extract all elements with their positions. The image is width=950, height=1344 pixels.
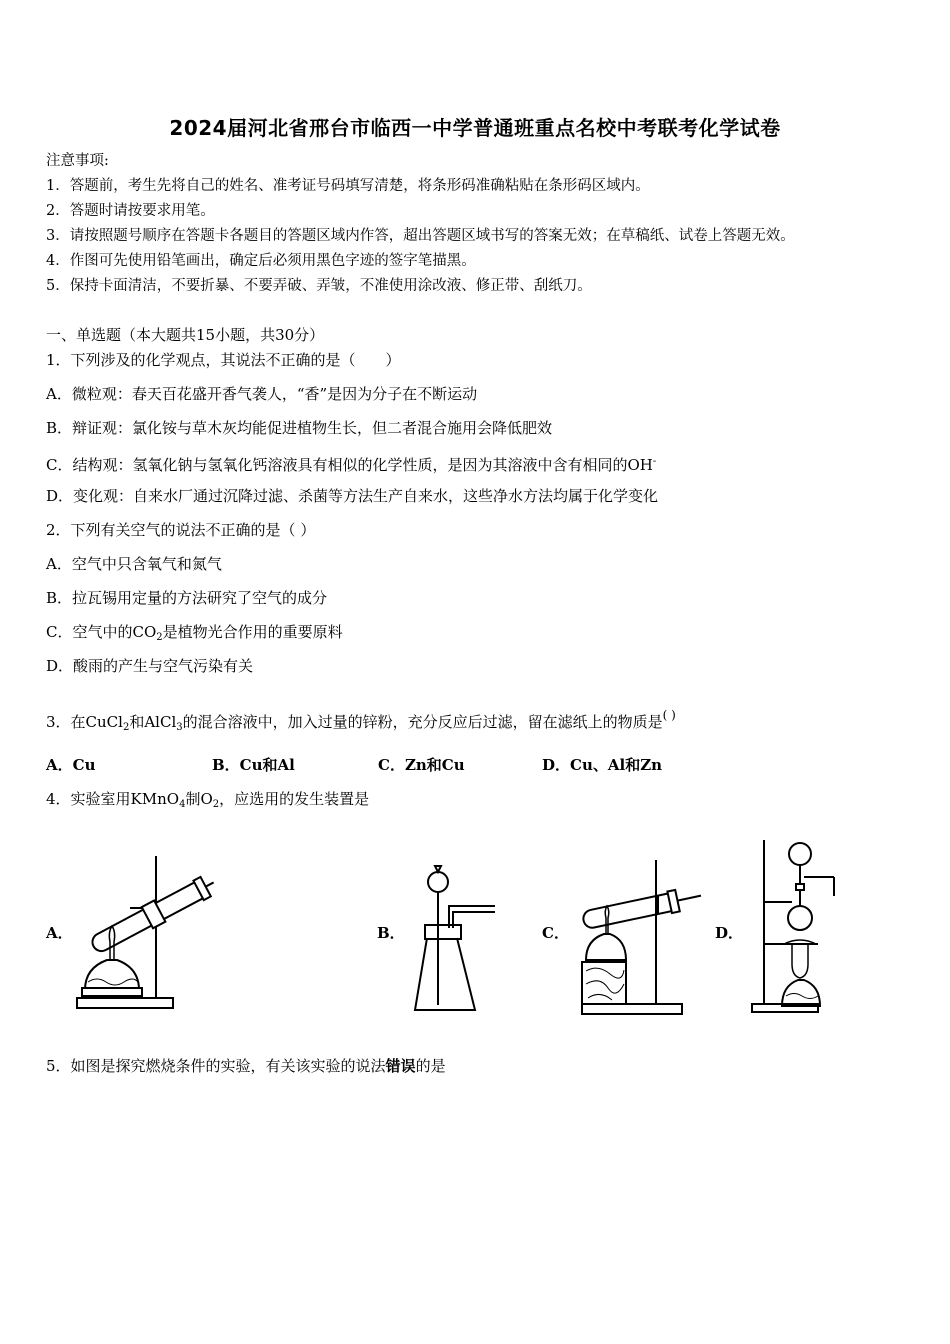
apparatus-a-diagram: [72, 850, 222, 1018]
question-1-option-c-text: C．结构观：氢氧化钠与氢氧化钙溶液具有相似的化学性质，是因为其溶液中含有相同的OH: [46, 456, 653, 474]
q3-part: 和AlCl: [129, 713, 177, 731]
hydroxide-charge: -: [652, 456, 657, 467]
note-item: 5．保持卡面清洁，不要折暴、不要弄破、弄皱，不准使用涂改液、修正带、刮纸刀。: [46, 278, 592, 294]
question-2-option-c: [46, 622, 343, 648]
q4-part: 制O: [185, 790, 213, 808]
apparatus-label-d: D．: [715, 924, 744, 942]
section-heading: 一、单选题（本大题共15小题，共30分）: [46, 326, 325, 344]
question-3-option-b: B．Cu和Al: [212, 756, 295, 774]
apparatus-label-b: B．: [377, 924, 405, 942]
q3-part: 3．在CuCl: [46, 713, 123, 731]
question-2-option-b: B．拉瓦锡用定量的方法研究了空气的成分: [46, 589, 328, 607]
question-1-option-a: A．微粒观：春天百花盛开香气袭人，“香”是因为分子在不断运动: [46, 385, 478, 403]
q4-part: ，应选用的发生装置是: [219, 790, 370, 808]
question-1-option-d: D．变化观：自来水厂通过沉降过滤、杀菌等方法生产自来水，这些净水方法均属于化学变化: [46, 487, 659, 505]
question-2-stem: 2．下列有关空气的说法不正确的是（ ）: [46, 521, 316, 539]
q3-subscript: 2: [122, 722, 130, 733]
apparatus-b-diagram: [405, 860, 495, 1020]
note-item: 2．答题时请按要求用笔。: [46, 203, 215, 219]
answer-paren-mark: ( ): [662, 708, 676, 722]
question-3-option-c: C．Zn和Cu: [378, 756, 465, 774]
question-1-stem: 1．下列涉及的化学观点，其说法不正确的是（ ）: [46, 351, 401, 369]
apparatus-d-diagram: [748, 836, 838, 1016]
q3-part: 的混合溶液中，加入过量的锌粉，充分反应后过滤，留在滤纸上的物质是: [182, 713, 663, 731]
apparatus-label-a: A．: [46, 924, 73, 942]
note-item: 4．作图可先使用铅笔画出，确定后必须用黑色字迹的签字笔描黑。: [46, 253, 476, 269]
q4-part: 4．实验室用KMnO: [46, 790, 180, 808]
note-item: 1．答题前，考生先将自己的姓名、准考证号码填写清楚，将条形码准确粘贴在条形码区域内。: [46, 178, 650, 194]
question-3-option-a: A．Cu: [46, 756, 96, 774]
page-title: 2024届河北省邢台市临西一中学普通班重点名校中考联考化学试卷: [169, 116, 781, 140]
question-1-option-c: [46, 452, 656, 475]
apparatus-c-diagram: [578, 856, 708, 1020]
q4-subscript: 2: [212, 799, 220, 810]
question-4-stem: [46, 789, 369, 815]
q4-subscript: 4: [179, 799, 186, 810]
notes-heading: 注意事项:: [46, 153, 109, 169]
apparatus-label-c: C．: [542, 924, 569, 942]
question-5-stem: [46, 1056, 446, 1076]
q2-c-part: 是植物光合作用的重要原料: [162, 623, 343, 641]
q3-subscript: 3: [176, 722, 183, 733]
q5-emphasis: 错误: [385, 1057, 416, 1075]
q2-c-part: C．空气中的CO: [46, 623, 157, 641]
question-1-option-b: B．辩证观：氯化铵与草木灰均能促进植物生长，但二者混合施用会降低肥效: [46, 419, 553, 437]
q2-c-subscript: 2: [156, 632, 163, 643]
note-item: 3．请按照题号顺序在答题卡各题目的答题区域内作答，超出答题区域书写的答案无效；在草稿纸、试卷上答题无效。: [46, 228, 795, 244]
question-2-option-d: D．酸雨的产生与空气污染有关: [46, 657, 254, 675]
q5-part: 5．如图是探究燃烧条件的实验，有关该实验的说法: [46, 1057, 386, 1075]
question-3-option-d: D．Cu、Al和Zn: [542, 756, 663, 774]
question-3-stem: [46, 705, 676, 738]
q5-part: 的是: [415, 1057, 446, 1075]
question-2-option-a: A．空气中只含氧气和氮气: [46, 555, 222, 573]
